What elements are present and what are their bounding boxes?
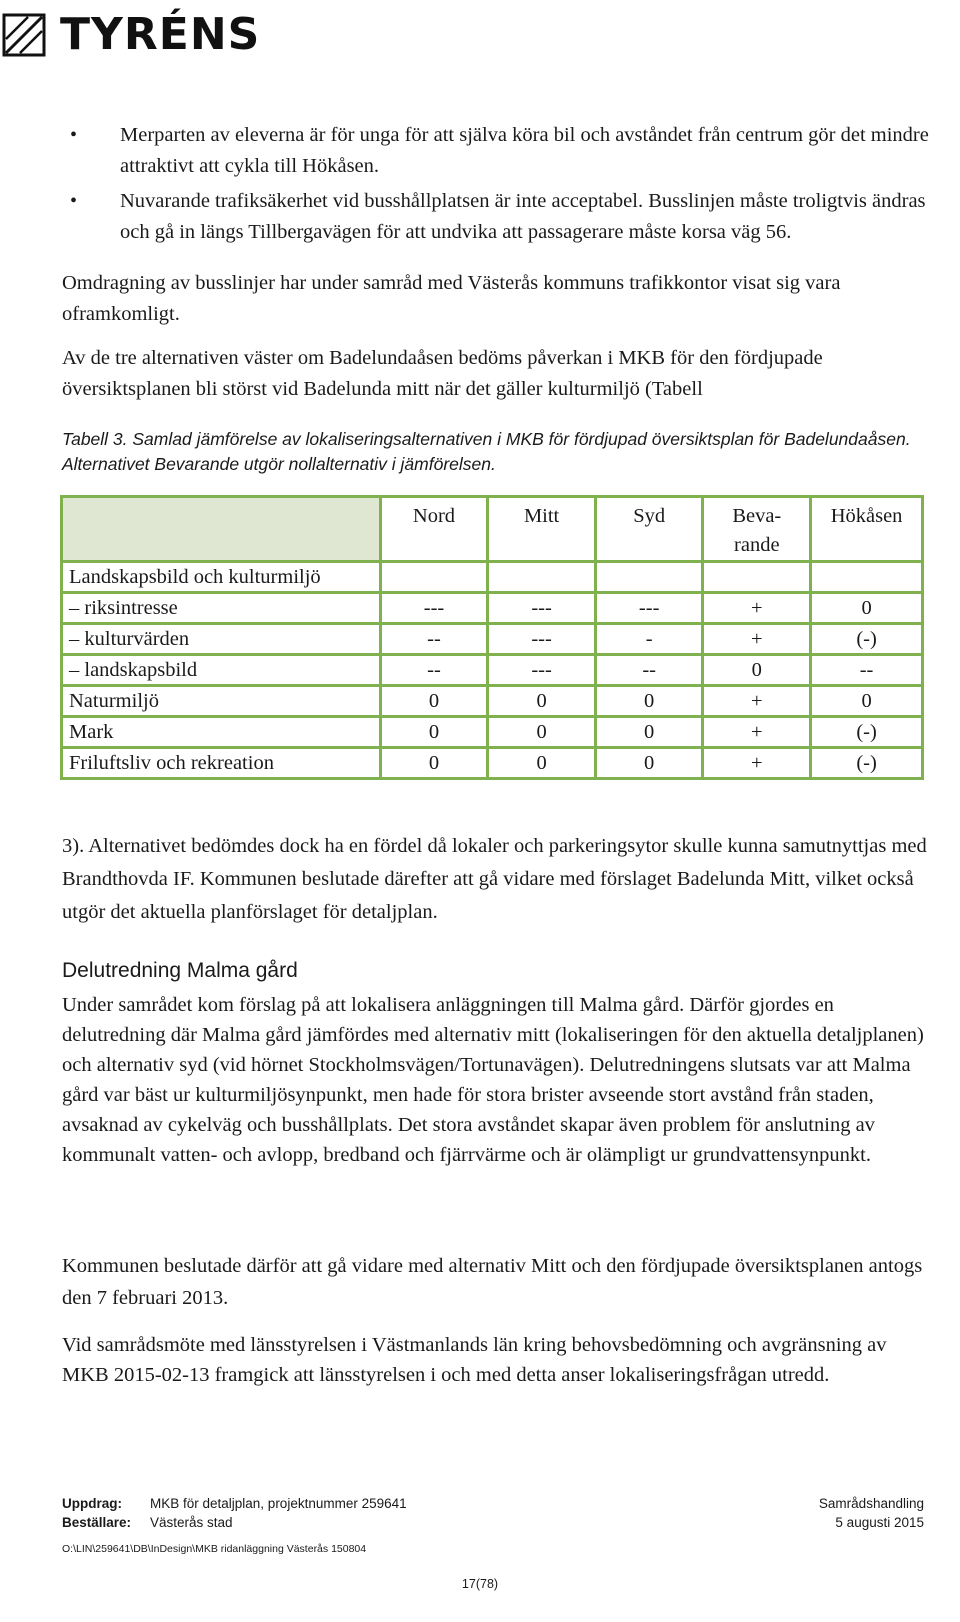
table-cell: --- [488,624,596,655]
footer-doc-type: Samrådshandling [818,1496,924,1511]
table-cell: + [703,686,811,717]
table-row [62,748,923,779]
bullet-list [62,120,932,252]
table-cell: 0 [380,717,488,748]
comparison-table [60,495,924,780]
row-label: Naturmiljö [62,686,381,717]
paragraph-malma: Under samrådet kom förslag på att lokalisera anläggningen till Malma gård. Därför gjordes en delutredning där Malma gård jämfördes med alternativ mitt (lokaliseringen för den aktuella detaljplanen) och alternativ syd (vid hörnet Stockholmsvägen/Tortunavägen). Delutredningens slutsats var att Malma gård var bäst ur kulturmiljösynpunkt, men hade för stora brister avseende stort avstånd från staden, avsaknad av cykelväg och busshållplats. Det stora avståndet skapar även problem för anslutning av kommunalt vatten- och avlopp, bredband och fjärrvärme och är olämpligt ur grundvattensynpunkt. [62,994,924,1166]
footer-file-path: O:\LIN\259641\DB\InDesign\MKB ridanläggning Västerås 150804 [62,1543,367,1555]
table-row [62,593,923,624]
paragraph-samradsmote: Vid samrådsmöte med länsstyrelsen i Västmanlands län kring behovsbedömning och avgränsning av MKB 2015-02-13 framgick att länsstyrelsen i och med detta anser lokaliseringsfrågan utredd. [62,1334,887,1386]
tyrens-logo [2,9,261,60]
table-cell: --- [595,593,703,624]
column-header: Nord [380,497,488,562]
column-header: Hökåsen [811,497,923,562]
row-label: – landskapsbild [62,655,381,686]
column-header: Mitt [488,497,596,562]
row-label: – riksintresse [62,593,381,624]
table-cell: -- [380,624,488,655]
table-cell [595,562,703,593]
row-label: Friluftsliv och rekreation [62,748,381,779]
table-cell [380,562,488,593]
table-cell [488,562,596,593]
bullet-item: • Merparten av eleverna är för unga för att själva köra bil och avståndet från centrum gör det mindre attraktivt att cykla till Hökåsen. [62,120,932,182]
row-label: – kulturvärden [62,624,381,655]
table-row [62,686,923,717]
section-heading: Delutredning Malma gård [62,959,298,982]
table-cell: 0 [595,748,703,779]
table-cell: 0 [488,717,596,748]
table-cell: 0 [595,717,703,748]
footer-uppdrag-value: MKB för detaljplan, projektnummer 259641 [150,1496,407,1511]
table-row [62,624,923,655]
table-cell: (-) [811,717,923,748]
table-cell [703,562,811,593]
table-cell: 0 [703,655,811,686]
table-cell: + [703,593,811,624]
table-cell: + [703,748,811,779]
table-cell: 0 [488,686,596,717]
table-cell: -- [595,655,703,686]
column-header: Beva- rande [703,497,811,562]
table-cell: + [703,624,811,655]
table-header-row [62,497,923,562]
table-cell: --- [488,655,596,686]
bullet-item: • Nuvarande trafiksäkerhet vid busshållplatsen är inte acceptabel. Busslinjen måste troligtvis ändras och gå in längs Tillbergavägen för att undvika att passagerare måste korsa väg 56. [62,186,932,248]
table-cell: - [595,624,703,655]
footer-uppdrag-label: Uppdrag: [62,1496,122,1511]
table-cell: (-) [811,748,923,779]
row-label: Landskapsbild och kulturmiljö [62,562,381,593]
table-cell: 0 [380,686,488,717]
footer-bestallare-label: Beställare: [62,1515,132,1530]
table-cell: 0 [811,686,923,717]
table-cell: -- [811,655,923,686]
table-cell: 0 [595,686,703,717]
paragraph-alternativet: 3). Alternativet bedömdes dock ha en fördel då lokaler och parkeringsytor skulle kunna samutnyttjas med Brandthovda IF. Kommunen beslutade därefter att gå vidare med förslaget Badelunda Mitt, vilket också utgör det aktuella planförslaget för detaljplan. [62,835,927,923]
table-cell: -- [380,655,488,686]
paragraph-omdragning: Omdragning av busslinjer har under samråd med Västerås kommuns trafikkontor visat sig vara oframkomligt. [62,272,841,325]
table-cell: (-) [811,624,923,655]
paragraph-kommunen: Kommunen beslutade därför att gå vidare med alternativ Mitt och den fördjupade översiktsplanen antogs den 7 februari 2013. [62,1255,923,1309]
table-cell: 0 [380,748,488,779]
footer [62,1494,924,1559]
table-cell: --- [380,593,488,624]
row-label: Mark [62,717,381,748]
table-row [62,562,923,593]
table-cell: --- [488,593,596,624]
footer-bestallare-value: Västerås stad [150,1515,233,1530]
table-cell: + [703,717,811,748]
tyrens-logo-icon [2,13,46,57]
table-cell: 0 [488,748,596,779]
footer-date: 5 augusti 2015 [835,1515,924,1530]
table-row [62,717,923,748]
column-header: Syd [595,497,703,562]
paragraph-alternativen: Av de tre alternativen väster om Badelundaåsen bedöms påverkan i MKB för den fördjupade översiktsplanen bli störst vid Badelunda mitt när det gäller kulturmiljö (Tabell [62,347,823,400]
table-caption: Tabell 3. Samlad jämförelse av lokaliseringsalternativen i MKB för fördjupad översiktsplan för Badelundaåsen. Alternativet Bevarande utgör nollalternativ i jämförelsen. [62,429,911,474]
page-number: 17(78) [461,1577,499,1591]
table-cell: 0 [811,593,923,624]
table-row [62,655,923,686]
logo-wordmark: TYRÉNS [60,9,261,60]
table-corner-cell [62,497,381,562]
table-cell [811,562,923,593]
